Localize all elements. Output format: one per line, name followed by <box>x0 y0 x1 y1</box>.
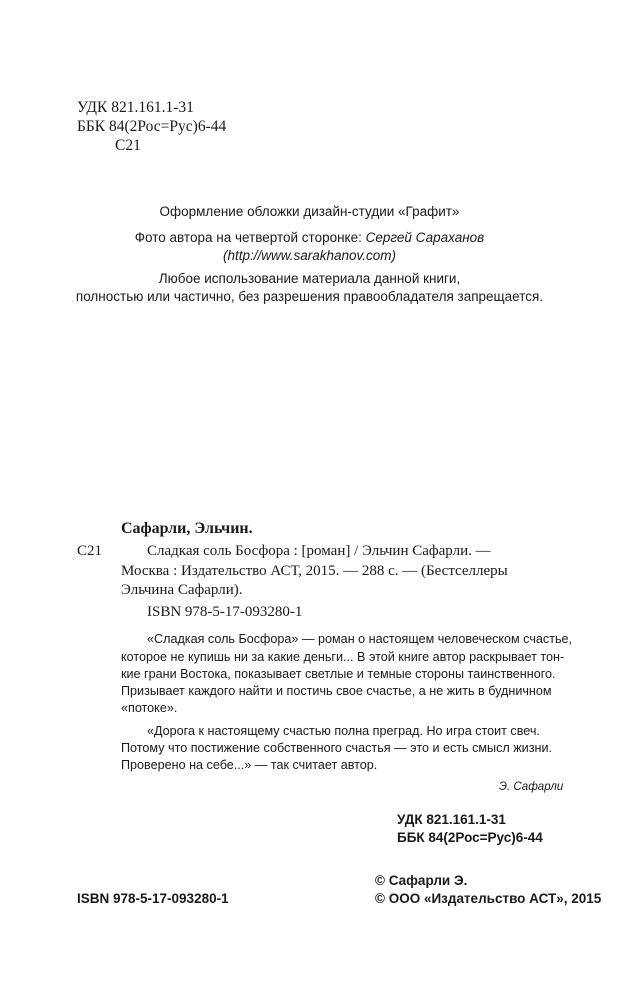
author-heading: Сафарли, Эльчин. <box>121 520 253 537</box>
annotation-p1-line-1: «Сладкая соль Босфора» — роман о настоящем человеческом счастье, <box>147 632 573 646</box>
author-photo-credit <box>0 230 619 245</box>
photographer-url: (http://www.sarakhanov.com) <box>222 248 397 263</box>
annotation-p2-line-2: Потому что постижение собственного счастья — это и есть смысл жизни. <box>121 741 552 755</box>
isbn-footer: ISBN 978-5-17-093280-1 <box>77 891 229 906</box>
author-sign-code-top: С21 <box>115 137 141 154</box>
annotation-p2-line-1: «Дорога к настоящему счастью полна преград. Но игра стоит свеч. <box>147 724 540 738</box>
annotation-p1-line-5: «потоке». <box>121 701 178 715</box>
annotation-p1-line-2: которое не купишь ни за какие деньги... В этой книге автор раскрывает тон- <box>121 650 565 664</box>
bbk-code-bottom: ББК 84(2Рос=Рус)6-44 <box>397 830 543 845</box>
bbk-code-top: ББК 84(2Рос=Рус)6-44 <box>77 118 227 135</box>
bib-description-line-1: Сладкая соль Босфора : [роман] / Эльчин Сафарли. — <box>147 543 491 559</box>
copyright-author: © Сафарли Э. <box>375 873 468 888</box>
isbn-record: ISBN 978-5-17-093280-1 <box>147 604 303 620</box>
bib-description-line-3: Эльчина Сафарли). <box>121 582 243 598</box>
annotation-signature: Э. Сафарли <box>499 781 564 793</box>
udk-code-bottom: УДК 821.161.1-31 <box>397 812 506 827</box>
bib-description-line-2: Москва : Издательство АСТ, 2015. — 288 с. — (Бестселлеры <box>121 563 508 579</box>
annotation-p1-line-3: кие грани Востока, показывает светлые и темные стороны таинственного. <box>121 667 556 681</box>
udk-code-top: УДК 821.161.1-31 <box>77 99 194 116</box>
author-photo-credit-prefix: Фото автора на четвертой сторонке: <box>134 230 366 245</box>
photographer-name: Сергей Сараханов <box>365 230 485 245</box>
annotation-p2-line-3: Проверено на себе...» — так считает автор. <box>121 758 378 772</box>
author-sign-code: С21 <box>77 543 103 559</box>
copyright-notice-line-1: Любое использование материала данной книги, <box>158 271 461 286</box>
cover-design-credit: Оформление обложки дизайн-студии «Графит» <box>159 204 460 219</box>
annotation-p1-line-4: Призывает каждого найти и постичь свое счастье, а не жить в будничном <box>121 684 552 698</box>
copyright-publisher: © ООО «Издательство АСТ», 2015 <box>375 891 602 906</box>
copyright-notice-line-2: полностью или частично, без разрешения правообладателя запрещается. <box>75 289 544 304</box>
